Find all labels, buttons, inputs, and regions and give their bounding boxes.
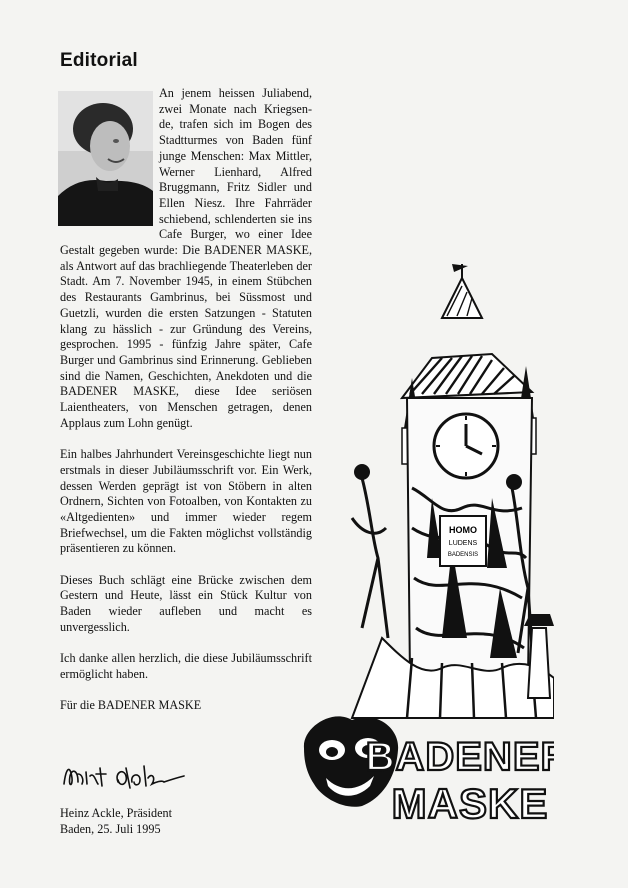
logo-line-badener: BADENER (365, 735, 554, 779)
photo-spacer (60, 86, 159, 234)
editorial-body (60, 86, 312, 730)
handwritten-signature (60, 758, 190, 792)
signer-block (60, 806, 172, 837)
signer-name: Heinz Ackle, Präsident (60, 806, 173, 820)
signer-date: Baden, 25. Juli 1995 (60, 821, 161, 836)
badener-maske-illustration (292, 258, 554, 870)
paragraph-2: Ein halbes Jahrhundert Vereinsgeschichte liegt nun erstmals in dieser Jubiläumsschrift vor. Ein Werk, dessen Werden geprägt ist von Stöbern in alten Ordnern, Sichten von Fotoalben, von Kontakten zu «Altgedienten» und immer wieder regem Briefwechsel, um die Fakten möglichst vollständig präsentieren zu können. (60, 447, 312, 556)
sign-line-1: HOMO (449, 525, 477, 535)
paragraph-4: Ich danke allen herzlich, die diese Jubiläumsschrift ermöglicht haben. (60, 651, 312, 681)
sign-line-3: BADENSIS (447, 552, 479, 558)
page-title: Editorial (60, 50, 138, 71)
paragraph-3: Dieses Buch schlägt eine Brücke zwischen dem Gestern und Heute, lässt ein Stück Kultur von Baden wieder aufleben und macht es unvergesslich. (60, 572, 312, 634)
logo-line-maske: MASKE (391, 780, 549, 827)
sign-line-2: LUDENS (448, 540, 478, 547)
tower-drawing (292, 258, 554, 870)
closing-line: Für die BADENER MASKE (60, 698, 202, 713)
paragraph-1: An jenem heissen Juliabend, zwei Monate nach Kriegsen-de, trafen sich im Bogen des Stadtturmes von Baden fünf junge Menschen: Max Mittler, Werner Lienhard, Alfred Bruggmann, Fritz Sidler und Ellen Niesz. Ihre Fahrräder schiebend, schlenderten sie ins Cafe Burger, wo einer Idee Gestalt gegeben wurde: Die BADENER MASKE, als Antwort auf das brachliegende Theaterleben der Stadt. Am 7. November 1945, in einem Stübchen des Restaurants Gambrinus, bei Süssmost und Guetzli, wurden die ersten Satzungen - Statuten klang zu hässlich - zur Gründung des Vereins, gesprochen. 1995 - fünfzig Jahre später, Cafe Burger und Gambrinus sind Erinnerung. Geblieben sind die Namen, Geschichten, Anekdoten und die BADENER MASKE, diese Idee seriösen Laientheaters, von Menschen getragen, denen Applaus zum Lohn genügt. (60, 86, 312, 430)
